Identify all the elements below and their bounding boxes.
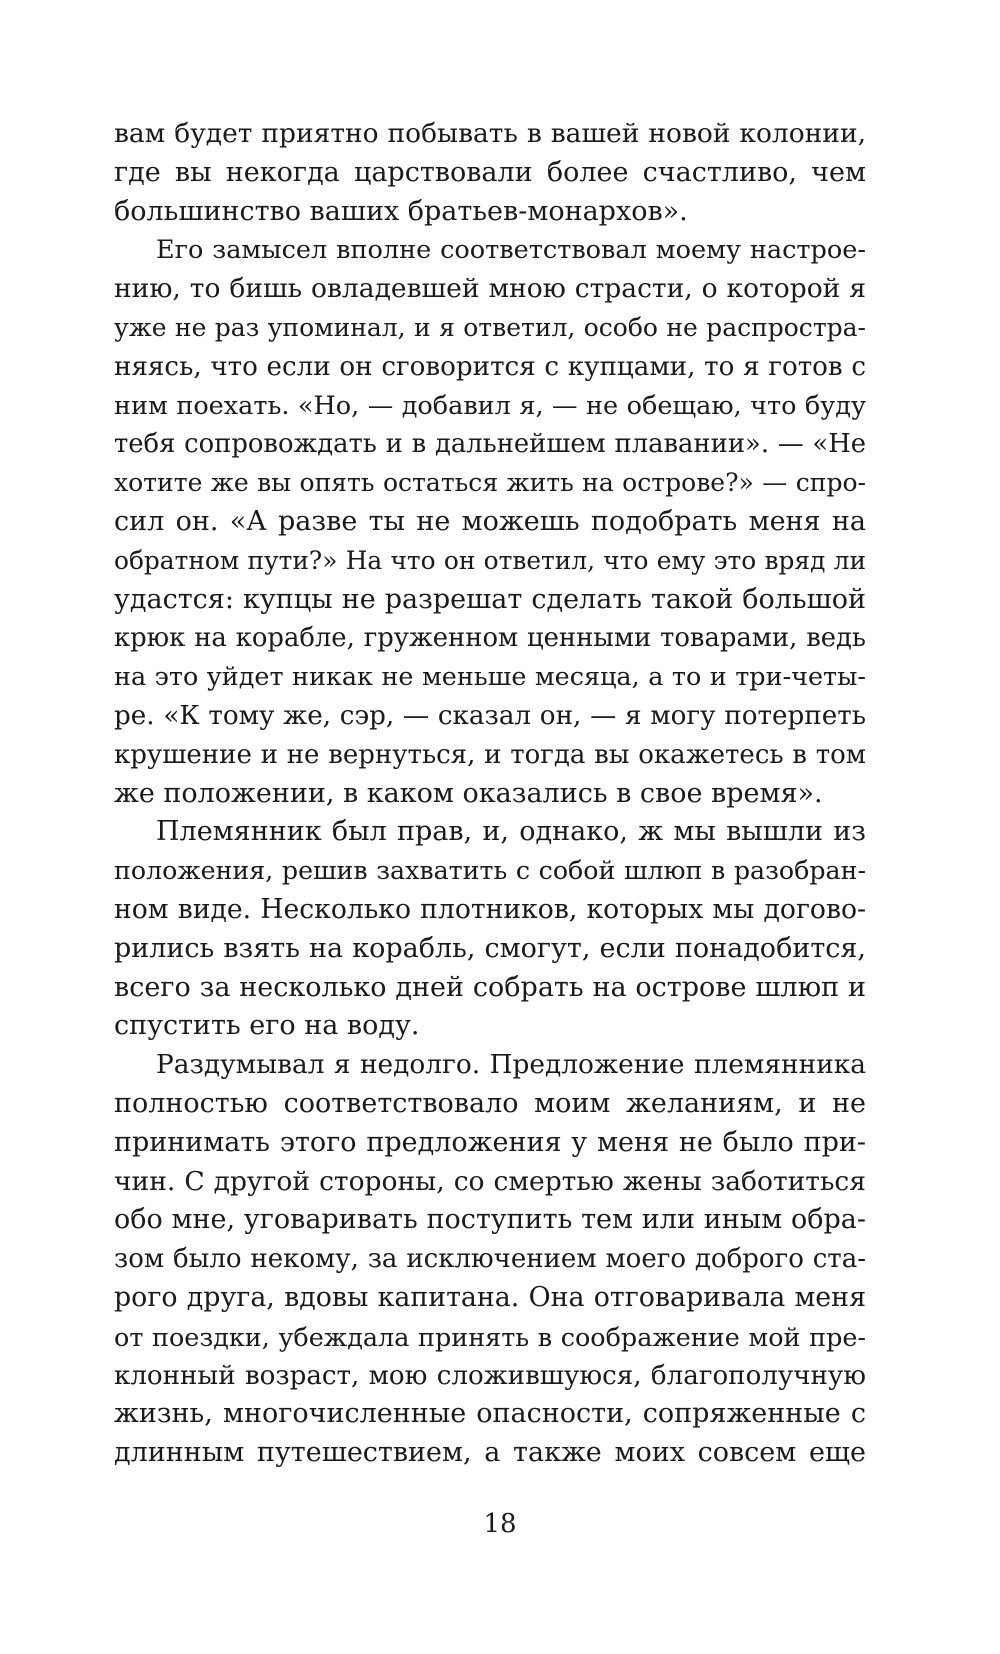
text-line: чин. С другой стороны, со смертью жены заботиться [114,1165,866,1197]
paragraph-first-line: Раздумывал я недолго. Предложение племянника [156,1050,866,1081]
text-line: на это уйдет никак не меньше месяца, а то и три-четы- [114,662,866,693]
body-text [114,115,866,1473]
text-line: тебя сопровождать и в дальнейшем плавании». — «Не [114,429,866,460]
text-line: спустить его на воду. [114,1010,420,1042]
text-line: няясь, что если он сговорится с купцами, то я готов с [114,351,866,382]
text-line: ре. «К тому же, сэр, — сказал он, — я могу потерпеть [114,700,866,731]
text-line: обо мне, уговаривать поступить тем или иным обра- [114,1204,866,1236]
text-line: крюк на корабле, груженном ценными товарами, ведь [114,623,866,654]
text-line: полностью соответствовало моим желаниям, и не [114,1087,866,1119]
page-number: 18 [483,1509,517,1539]
paragraph-first-line: Племянник был прав, и, однако, ж мы вышли из [156,816,866,848]
text-line: жизнь, многочисленные опасности, сопряженные с [114,1398,866,1430]
text-line: же положении, в каком оказались в свое время». [114,777,823,809]
text-line: положения, решив захватить с собой шлюп в разобран- [114,856,866,886]
text-line: зом было некому, за исключением моего доброго ста- [114,1244,866,1275]
text-line: рого друга, вдовы капитана. Она отговаривала меня [114,1281,866,1313]
text-line: сил он. «А разве ты не можешь подобрать меня на [114,505,866,537]
text-line: вам будет приятно побывать в вашей новой колонии, [114,118,866,149]
text-line: длинным путешествием, а также моих совсем еще [114,1437,866,1469]
text-line: хотите же вы опять остаться жить на острове?» — спро- [114,468,866,498]
text-line: нию, то бишь овладевшей мною страсти, о которой я [114,273,866,305]
text-line: от поездки, убеждала принять в соображение мой пре- [114,1321,866,1352]
text-line: всего за несколько дней собрать на острове шлюп и [114,971,866,1003]
text-line: крушение и не вернуться, и тогда вы окажетесь в том [114,739,866,770]
text-line: обратном пути?» На что он ответил, что ему это вряд ли [114,545,866,575]
text-line: большинство ваших братьев-монархов». [114,195,688,227]
text-line: ним поехать. «Но, — добавил я, — не обещаю, что буду [114,390,866,421]
text-line: где вы некогда царствовали более счастливо, чем [114,156,866,188]
text-line: клонный возраст, мою сложившуюся, благополучную [114,1360,866,1391]
text-line: рились взять на корабль, смогут, если понадобится, [114,932,866,964]
text-line: удастся: купцы не разрешат сделать такой большой [114,583,866,615]
text-line: ном виде. Несколько плотников, которых мы догово- [114,893,866,925]
text-line: принимать этого предложения у меня не было при- [114,1126,866,1158]
text-line: уже не раз упоминал, и я ответил, особо не распростра- [114,312,866,342]
paragraph-first-line: Его замысел вполне соответствовал моему настрое- [156,235,866,266]
